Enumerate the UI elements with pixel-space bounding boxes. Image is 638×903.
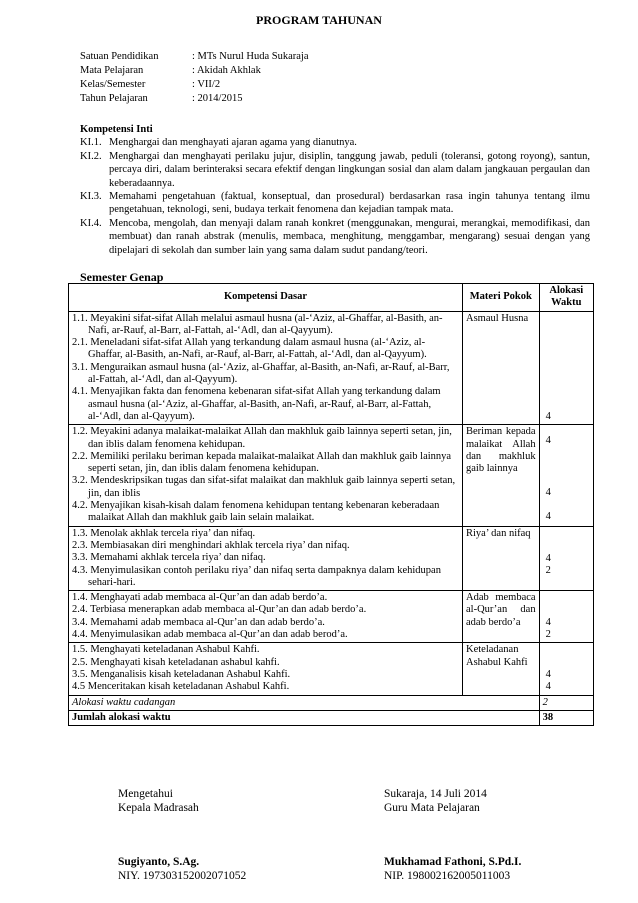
- ki-item: [80, 150, 590, 190]
- kd-cell: [69, 591, 463, 643]
- table-row: [69, 526, 594, 590]
- cadangan-label: Alokasi waktu cadangan: [69, 695, 540, 710]
- alokasi-value: 4: [545, 487, 551, 499]
- kd-line: 2.4. Terbiasa menerapkan adab membaca al-Qur’an dan adab berdo’a.: [72, 604, 367, 616]
- ki-number: KI.1.: [80, 137, 102, 149]
- cadangan-row: [69, 695, 594, 710]
- ki-text: Menghargai dan menghayati perilaku jujur, disiplin, tanggung jawab, peduli (toleransi, gotong royong), santun, percaya diri, dalam berinteraksi secara efektif dengan lingkungan sosial dan alam dalam jangkauan pergaulan dan keberadaannya.: [109, 150, 590, 189]
- signature-caption: Mengetahui: [118, 788, 173, 800]
- kd-line: 1.1. Meyakini sifat-sifat Allah melalui asmaul husna (al-‘Aziz, al-Ghaffar, al-Basith, an-Nafi, ar-Rauf, al-Barr, al-Fattah, al-‘Adl, dan al-Qayyum).: [72, 312, 443, 336]
- materi-text: Keteladanan Ashabul Kahfi: [466, 644, 528, 668]
- total-row: [69, 710, 594, 725]
- alokasi-value: 4: [545, 681, 551, 693]
- kd-cell: [69, 526, 463, 590]
- header-materi-pokok: Materi Pokok: [463, 284, 540, 312]
- kd-line: 3.5. Menganalisis kisah keteladanan Ashabul Kahfi.: [72, 668, 291, 680]
- alokasi-cell: [539, 591, 593, 643]
- alokasi-value: 4: [545, 410, 551, 422]
- kd-line: 2.5. Menghayati kisah keteladanan ashabul kahfi.: [72, 656, 280, 668]
- table-row: [69, 311, 594, 425]
- signature-right: [384, 787, 521, 883]
- materi-cell: [463, 643, 540, 695]
- kd-line: 1.3. Menolak akhlak tercela riya’ dan nifaq.: [72, 527, 256, 539]
- meta-label: Satuan Pendidikan: [80, 51, 159, 62]
- header-kompetensi-dasar: Kompetensi Dasar: [69, 284, 463, 312]
- ki-item: [80, 190, 590, 217]
- materi-cell: [463, 311, 540, 425]
- materi-cell: [463, 526, 540, 590]
- alokasi-cell: [539, 643, 593, 695]
- table-row: [69, 425, 594, 526]
- header-alokasi-waktu: Alokasi Waktu: [539, 284, 593, 312]
- signature-left: [118, 787, 246, 883]
- alokasi-value: 4: [545, 617, 551, 629]
- meta-row: [80, 78, 309, 92]
- ki-number: KI.3.: [80, 191, 102, 203]
- meta-value: : MTs Nurul Huda Sukaraja: [192, 51, 309, 62]
- kompetensi-table: [68, 283, 594, 726]
- kd-line: 1.2. Meyakini adanya malaikat-malaikat Allah dan makhluk gaib lainnya seperti setan, jin, dan iblis dalam fenomena kehidupan.: [72, 426, 452, 450]
- signature-role: Guru Mata Pelajaran: [384, 802, 480, 814]
- signature-role: Kepala Madrasah: [118, 802, 199, 814]
- table-row: [69, 643, 594, 695]
- materi-text: Beriman kepada malaikat Allah dan makhluk gaib lainnya: [466, 426, 536, 475]
- signature-id: NIP. 198002162005011003: [384, 870, 511, 882]
- meta-value: : Akidah Akhlak: [192, 65, 261, 76]
- alokasi-cell: [539, 526, 593, 590]
- alokasi-value: 2: [545, 564, 551, 576]
- ki-item: [80, 136, 590, 149]
- materi-text: Asmaul Husna: [466, 312, 529, 324]
- kd-line: 3.1. Menguraikan asmaul husna (al-‘Aziz, al-Ghaffar, al-Basith, an-Nafi, ar-Rauf, al-Barr, al-Fattah, al-‘Adl, dan al-Qayyum).: [72, 361, 450, 386]
- document-title: PROGRAM TAHUNAN: [256, 13, 382, 27]
- cadangan-value: 2: [539, 695, 593, 710]
- kd-line: 4.4. Menyimulasikan adab membaca al-Qur’an dan adab berod’a.: [72, 629, 348, 641]
- kd-line: 4.3. Menyimulasikan contoh perilaku riya’ dan nifaq serta dampaknya dalam kehidupan sehari-hari.: [72, 564, 441, 588]
- kd-cell: [69, 643, 463, 695]
- alokasi-value: 2: [545, 629, 551, 641]
- kd-line: 2.1. Meneladani sifat-sifat Allah yang terkandung dalam asmaul husna (al-‘Aziz, al-Ghaffar, al-Basith, an-Nafi, ar-Rauf, al-Barr, al-Fattah, al-‘Adl, dan al-Qayyum).: [72, 337, 427, 361]
- ki-text: Mencoba, mengolah, dan menyaji dalam ranah konkret (menggunakan, mengurai, merangkai, memodifikasi, dan membuat) dan ranah abstrak (menulis, membaca, menghitung, menggambar, mengarang) sesuai dengan yang dipelajari di sekolah dan sumber lain yang sama dalam sudut pandang/teori.: [109, 217, 590, 256]
- table-header-row: [69, 284, 594, 312]
- total-value: 38: [539, 710, 593, 725]
- kd-line: 1.5. Menghayati keteladanan Ashabul Kahfi.: [72, 644, 260, 656]
- alokasi-value: 4: [545, 552, 551, 564]
- kd-line: 2.2. Memiliki perilaku beriman kepada malaikat-malaikat Allah dan makhluk gaib lainnya seperti setan, jin, dan iblis dalam fenomena kehidupan.: [72, 450, 452, 475]
- ki-item: [80, 217, 590, 257]
- meta-label: Tahun Pelajaran: [80, 93, 148, 104]
- alokasi-value: 4: [545, 669, 551, 681]
- signature-id: NIY. 197303152002071052: [118, 870, 247, 882]
- materi-text: Riya’ dan nifaq: [466, 527, 531, 539]
- alokasi-value: 4: [545, 511, 551, 523]
- kompetensi-inti: [80, 123, 590, 257]
- signature-name: Mukhamad Fathoni, S.Pd.I.: [384, 856, 522, 868]
- kd-line: 3.2. Mendeskripsikan tugas dan sifat-sifat malaikat dan makhluk gaib lainnya seperti setan, jin, dan iblis: [72, 475, 456, 499]
- total-label: Jumlah alokasi waktu: [69, 710, 540, 725]
- kd-line: 4.2. Menyajikan kisah-kisah dalam fenomena kehidupan tentang kebenaran keberadaan malaikat Allah dan makhluk gaib lain selain malaikat.: [72, 500, 440, 524]
- materi-text: Adab membaca al-Qur’an dan adab berdo’a: [466, 592, 536, 628]
- meta-value: : VII/2: [192, 79, 221, 90]
- meta-row: [80, 92, 309, 106]
- materi-cell: [463, 591, 540, 643]
- kd-line: 4.5 Menceritakan kisah keteladanan Ashabul Kahfi.: [72, 681, 290, 693]
- table-row: [69, 591, 594, 643]
- ki-text: Memahami pengetahuan (faktual, konseptual, dan prosedural) berdasarkan rasa ingin tahunya tentang ilmu pengetahuan, teknologi, seni, budaya terkait fenomena dan kejadian tampak mata.: [109, 191, 590, 216]
- meta-row: [80, 50, 309, 64]
- kd-line: 3.3. Memahami akhlak tercela riya’ dan nifaq.: [72, 552, 266, 564]
- kd-line: 2.3. Membiasakan diri menghindari akhlak tercela riya’ dan nifaq.: [72, 539, 350, 551]
- meta-block: [80, 50, 309, 106]
- ki-number: KI.4.: [80, 217, 102, 229]
- alokasi-cell: [539, 311, 593, 446]
- meta-label: Kelas/Semester: [80, 79, 146, 90]
- kd-line: 1.4. Menghayati adab membaca al-Qur’an dan adab berdo’a.: [72, 592, 328, 604]
- kd-line: 4.1. Menyajikan fakta dan fenomena kebenaran sifat-sifat Allah yang terkandung dalam asmaul husna (al-‘Aziz, al-Ghaffar, al-Basith, an-Nafi, ar-Rauf, al-Barr, al-Fattah, al-‘Adl, dan al-Qayyum).: [72, 386, 441, 422]
- signature-name: Sugiyanto, S.Ag.: [118, 856, 200, 868]
- alokasi-cell: [539, 425, 593, 526]
- materi-cell: [463, 425, 540, 526]
- meta-label: Mata Pelajaran: [80, 65, 144, 76]
- alokasi-value: 4: [545, 434, 551, 446]
- semester-heading: Semester Genap: [80, 270, 164, 284]
- meta-value: : 2014/2015: [192, 93, 243, 104]
- ki-number: KI.2.: [80, 150, 102, 162]
- signature-place-date: Sukaraja, 14 Juli 2014: [384, 788, 487, 800]
- kd-cell: [69, 425, 463, 526]
- ki-heading: Kompetensi Inti: [80, 124, 153, 135]
- meta-row: [80, 64, 309, 78]
- kd-line: 3.4. Memahami adab membaca al-Qur’an dan adab berdo’a.: [72, 616, 325, 628]
- kd-cell: [69, 311, 463, 425]
- ki-text: Menghargai dan menghayati ajaran agama yang dianutnya.: [109, 137, 357, 149]
